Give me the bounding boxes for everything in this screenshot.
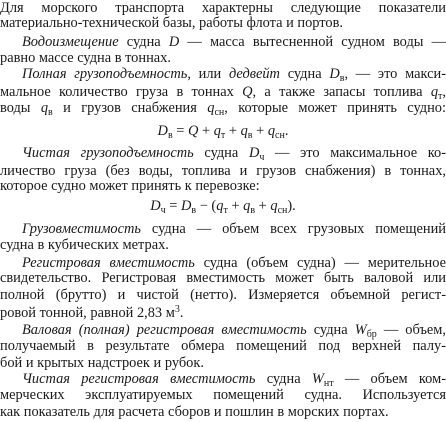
- text-run: свидетельство. Регистровая вместимость может быть валовой или: [0, 270, 446, 286]
- text-run: +: [225, 123, 241, 139]
- text-run: Q: [187, 123, 199, 139]
- text-run: мерческих эксплуатируемых помещений судна. Используется: [0, 387, 446, 403]
- text-run: .: [179, 305, 184, 321]
- text-run: Валовая (полная) регистровая вместимость: [22, 322, 307, 338]
- text-run: =: [172, 123, 188, 139]
- text-run: − (: [196, 198, 217, 214]
- text-run: D: [150, 198, 161, 214]
- text-run: W: [311, 371, 324, 387]
- text-run: D: [157, 123, 168, 139]
- formula-line: [0, 198, 446, 216]
- text-run: q: [216, 198, 224, 214]
- text-run: q: [243, 198, 251, 214]
- text-run: мальное количество груза в тоннах: [0, 84, 243, 100]
- text-run: Водоизмещение: [22, 34, 119, 50]
- text-run: судна: [306, 322, 355, 338]
- formula-line: [0, 123, 446, 141]
- text-run: ч: [160, 205, 166, 216]
- text-run: судна в кубических метрах.: [0, 237, 169, 253]
- text-run: D: [248, 145, 260, 161]
- text-run: q: [40, 100, 49, 116]
- text-run: личество груза (без воды, топлива и грузов снабжения) в тоннах,: [0, 163, 446, 179]
- text-run: =: [165, 198, 181, 214]
- text-line: [0, 287, 446, 305]
- text-run: которое судно может принять к перевозке:: [0, 178, 260, 194]
- text-run: Для морского транспорта характерны следующие показатели: [0, 0, 446, 16]
- text-line: [0, 387, 446, 405]
- text-run: Q: [242, 84, 253, 100]
- text-run: судна: [118, 34, 169, 50]
- text-run: ,: [442, 84, 446, 100]
- text-run: — объем,: [376, 322, 446, 338]
- text-run: q: [213, 123, 221, 139]
- text-line: [0, 305, 446, 323]
- text-line: [0, 100, 446, 118]
- text-run: 3: [174, 304, 180, 315]
- text-run: — это максимальное ко-: [264, 145, 446, 161]
- text-run: материально-технической базы, работы флота и портов.: [0, 15, 343, 31]
- text-run: в: [167, 130, 173, 141]
- text-run: т: [223, 205, 228, 216]
- text-run: D: [329, 66, 340, 82]
- text-run: q: [240, 123, 248, 139]
- text-run: равно массе судна в тоннах.: [0, 50, 171, 66]
- text-run: q: [267, 123, 276, 139]
- text-run: q: [270, 198, 278, 214]
- text-run: т: [438, 91, 443, 102]
- text-run: ).: [287, 198, 296, 214]
- text-run: сн: [277, 205, 288, 216]
- text-run: ровой тонной, равной 2,83 м: [0, 305, 175, 321]
- text-run: , или: [187, 66, 229, 82]
- text-run: , — это макси-: [344, 66, 446, 82]
- text-run: в: [191, 205, 197, 216]
- text-run: Чистая регистровая вместимость: [22, 371, 256, 387]
- text-run: судна: [193, 145, 249, 161]
- text-line: [0, 270, 446, 288]
- text-run: сн: [275, 130, 285, 141]
- text-run: Чистая грузоподъемность: [22, 145, 194, 161]
- text-run: получаемый в результате обмера помещений под верхней палу-: [0, 338, 446, 354]
- text-run: Регистровая вместимость: [22, 255, 195, 271]
- text-run: — объем ком-: [333, 371, 446, 387]
- text-run: в: [339, 73, 345, 84]
- text-run: нт: [323, 378, 334, 389]
- text-run: , которые может принять судно:: [224, 100, 446, 116]
- text-run: как показатель для расчета сборов и пошлин в морских портах.: [0, 404, 389, 420]
- text-run: т: [220, 130, 226, 141]
- text-line: [0, 338, 446, 356]
- text-run: , а также запасы топлива: [252, 84, 431, 100]
- text-run: .: [284, 123, 289, 139]
- text-run: — масса вытесненной судном воды —: [179, 34, 446, 50]
- text-run: q: [430, 84, 439, 100]
- text-run: Полная грузоподъемность: [22, 66, 188, 82]
- text-run: W: [354, 322, 367, 338]
- text-run: судна — объем всех грузовых помещений: [140, 221, 446, 237]
- text-run: +: [252, 123, 268, 139]
- text-run: +: [255, 198, 271, 214]
- text-run: в: [247, 130, 253, 141]
- text-run: +: [198, 123, 214, 139]
- text-run: воды: [0, 100, 41, 116]
- text-run: бой и крытых надстроек и рубок.: [0, 355, 204, 371]
- text-run: +: [227, 198, 244, 214]
- text-run: в: [250, 205, 256, 216]
- text-run: сн: [214, 107, 225, 118]
- text-run: в: [48, 107, 53, 118]
- text-run: Грузовместимость: [22, 221, 141, 237]
- text-run: бр: [366, 329, 377, 340]
- text-run: дедвейт: [228, 66, 280, 82]
- text-run: судна: [255, 371, 312, 387]
- text-run: D: [180, 198, 192, 214]
- text-line: [0, 15, 446, 33]
- text-run: ч: [259, 152, 265, 163]
- text-run: полной (брутто) и чистой (нетто). Измеряется объемной регист-: [0, 287, 446, 303]
- text-line: [0, 237, 446, 255]
- text-run: судна: [279, 66, 330, 82]
- text-line: [22, 145, 446, 163]
- text-run: судна (объем судна) — мерительное: [194, 255, 446, 271]
- text-line: [22, 66, 446, 84]
- text-line: [0, 178, 446, 196]
- text-run: q: [207, 100, 215, 116]
- text-run: D: [168, 34, 180, 50]
- text-line: [0, 404, 446, 422]
- text-run: и грузов снабжения: [52, 100, 208, 116]
